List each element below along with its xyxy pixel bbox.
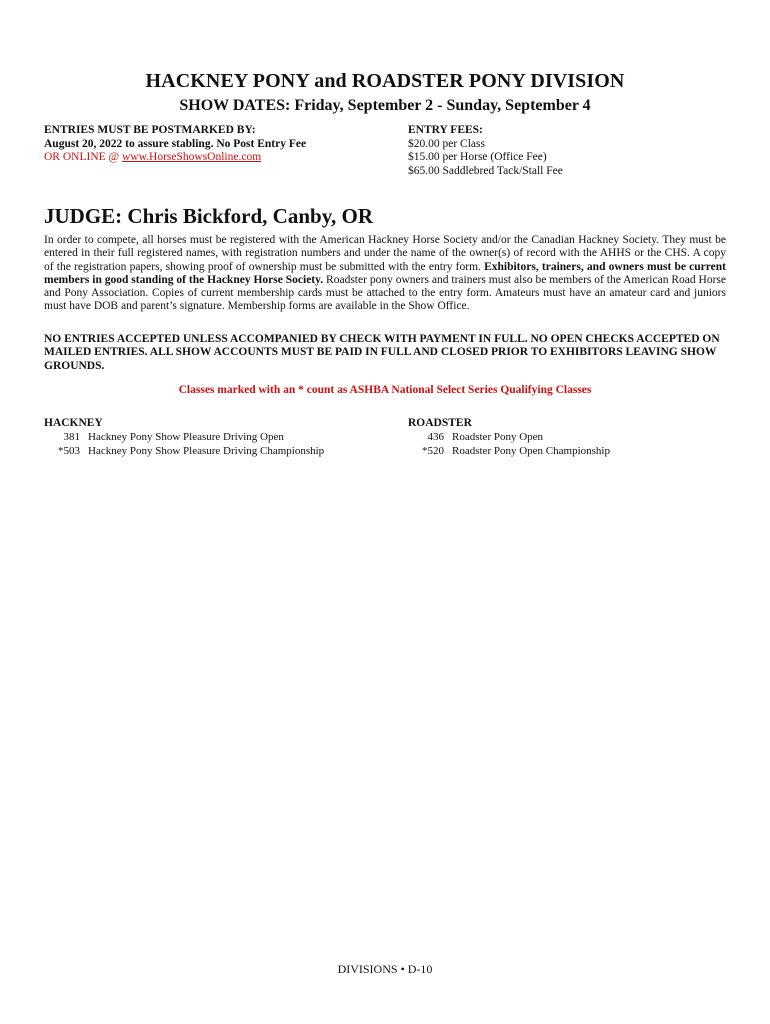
paragraph-text-2: Roadster pony owners and trainers must also be members of the American Road Horse and Pony Association. Copies of current membership cards must be attached to the entry form. Amateurs must have an amateur card and juniors must have DOB and parent’s signature. Membership forms are available in the Show Office. (44, 273, 726, 313)
judge-heading: JUDGE: Chris Bickford, Canby, OR (44, 204, 374, 228)
fee-item: $65.00 Saddlebred Tack/Stall Fee (408, 164, 563, 177)
paragraph-text-1: In order to compete, all horses must be registered with the American Hackney Horse Society and/or the Canadian Hackney Society. They must be entered in their full registered names, with registration numbers and under the name of the owner(s) of record with the AHHS or the CHS. A copy of the registration papers, showing proof of ownership must be submitted with the entry form. (44, 234, 726, 273)
class-name: Roadster Pony Open Championship (452, 445, 610, 457)
class-name: Roadster Pony Open (452, 431, 544, 443)
class-number: 436 (427, 431, 444, 443)
list-item (408, 444, 728, 458)
class-number: 381 (63, 431, 80, 443)
registration-paragraph (44, 234, 726, 314)
entries-heading: ENTRIES MUST BE POSTMARKED BY: (44, 124, 256, 136)
payment-notice: NO ENTRIES ACCEPTED UNLESS ACCOMPANIED BY CHECK WITH PAYMENT IN FULL. NO OPEN CHECKS ACCEPTED ON MAILED ENTRIES. ALL SHOW ACCOUNTS MUST BE PAID IN FULL AND CLOSED PRIOR TO EXHIBITORS LEAVING SHOW GROUNDS. (44, 333, 720, 372)
qualifying-note: Classes marked with an * count as ASHBA National Select Series Qualifying Classes (178, 384, 592, 396)
hackney-class-list (44, 416, 384, 458)
fees-heading: ENTRY FEES: (408, 124, 483, 136)
fee-item: $15.00 per Horse (Office Fee) (408, 151, 547, 163)
fees-block (408, 124, 728, 178)
list-item (44, 444, 384, 458)
fee-item: $20.00 per Class (408, 137, 485, 150)
hackney-heading: HACKNEY (44, 417, 103, 429)
show-dates: SHOW DATES: Friday, September 2 - Sunday, September 4 (179, 97, 591, 114)
online-prefix: OR ONLINE @ (44, 151, 122, 163)
paragraph-membership-bold: Exhibitors, trainers, and owners must be current members in good standing of the Hackney Horse Society. (44, 260, 726, 286)
entries-block (44, 124, 384, 165)
class-number: *520 (422, 445, 444, 457)
online-link[interactable]: www.HorseShowsOnline.com (121, 151, 262, 163)
list-item (408, 430, 728, 444)
roadster-heading: ROADSTER (408, 417, 472, 429)
entries-online (44, 151, 384, 165)
entries-deadline: August 20, 2022 to assure stabling. No Post Entry Fee (44, 137, 307, 150)
class-number: *503 (58, 445, 80, 457)
list-item (44, 430, 384, 444)
page-title: HACKNEY PONY and ROADSTER PONY DIVISION (145, 70, 625, 92)
page-footer: DIVISIONS • D-10 (337, 962, 433, 976)
class-name: Hackney Pony Show Pleasure Driving Open (88, 431, 284, 443)
class-name: Hackney Pony Show Pleasure Driving Championship (88, 445, 325, 457)
roadster-class-list (408, 416, 728, 458)
